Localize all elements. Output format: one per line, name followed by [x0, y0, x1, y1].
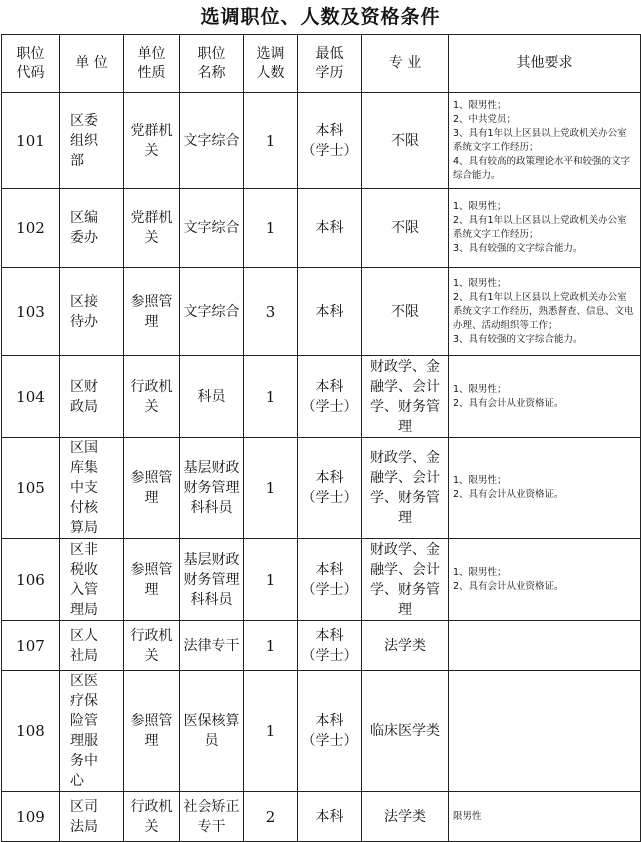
major-requirement: 财政学、金融学、会计学、财务管理 [370, 450, 440, 526]
position-code: 108 [16, 722, 45, 740]
position-code: 107 [16, 636, 45, 655]
major-requirement-cell [362, 93, 449, 189]
position-name-cell [180, 621, 244, 671]
unit-nature: 行政机关 [130, 627, 173, 664]
position-count-cell [244, 93, 298, 189]
major-requirement: 不限 [391, 303, 419, 320]
position-name: 文字综合 [183, 303, 240, 320]
position-code-cell [2, 621, 60, 671]
unit-name: 区接待办 [70, 293, 98, 330]
unit-name: 区非税收入管理局 [70, 541, 98, 618]
other-requirements-cell [449, 621, 641, 671]
major-requirement-cell [362, 671, 449, 792]
header-major: 专 业 [362, 35, 449, 93]
table-row [2, 539, 641, 621]
header-count: 选调 人数 [244, 35, 298, 93]
minimum-education-cell [298, 671, 362, 792]
position-count: 1 [265, 131, 276, 150]
position-code: 104 [16, 387, 45, 406]
minimum-education: 本科 [315, 220, 344, 236]
table-row [2, 93, 641, 189]
position-name-cell [180, 792, 244, 842]
unit-name-cell [60, 792, 124, 842]
unit-nature: 参照管理 [130, 293, 173, 330]
unit-nature-cell [124, 792, 180, 842]
unit-nature: 党群机关 [130, 122, 173, 159]
unit-name-cell [60, 539, 124, 621]
major-requirement-cell [362, 621, 449, 671]
document-title: 选调职位、人数及资格条件 [200, 6, 441, 28]
requirement-item: 2、具有会计从业资格证。 [453, 489, 564, 500]
major-requirement-cell [362, 539, 449, 621]
unit-name: 区财政局 [70, 378, 98, 415]
position-count-cell [244, 189, 298, 268]
requirement-item: 1、限男性； [453, 277, 507, 289]
position-name-cell [180, 438, 244, 539]
position-name: 文字综合 [183, 220, 240, 236]
requirement-item: 1、限男性； [453, 99, 507, 111]
requirement-item: 限男性 [453, 810, 482, 822]
minimum-education: 本科 （学士） [301, 561, 358, 598]
position-count-cell [244, 792, 298, 842]
position-code-cell [2, 189, 60, 268]
position-count: 1 [265, 636, 276, 655]
minimum-education-cell [298, 356, 362, 438]
major-requirement: 财政学、金融学、会计学、财务管理 [370, 358, 440, 435]
position-count: 1 [265, 570, 276, 589]
other-requirements-cell [449, 356, 641, 438]
major-requirement-cell [362, 189, 449, 268]
requirement-item: 3、具有较强的文字综合能力。 [453, 243, 583, 254]
position-name: 医保核算员 [183, 713, 240, 749]
major-requirement-cell [362, 792, 449, 842]
minimum-education-cell [298, 438, 362, 539]
minimum-education: 本科 [315, 303, 344, 320]
position-code-cell [2, 671, 60, 792]
position-code-cell [2, 356, 60, 438]
requirement-item: 2、具有会计从业资格证。 [453, 397, 564, 409]
other-requirements-cell [449, 671, 641, 792]
unit-nature-cell [124, 621, 180, 671]
position-code: 109 [16, 807, 45, 826]
unit-name: 区编委办 [70, 210, 98, 246]
unit-nature-cell [124, 539, 180, 621]
table-row [2, 792, 641, 842]
table-row [2, 621, 641, 671]
unit-nature-cell [124, 671, 180, 792]
header-code: 职位 代码 [2, 35, 60, 93]
major-requirement: 不限 [391, 132, 419, 149]
position-code-cell [2, 93, 60, 189]
position-name-cell [180, 671, 244, 792]
header-unit: 单 位 [60, 35, 124, 93]
major-requirement: 财政学、金融学、会计学、财务管理 [370, 541, 440, 618]
position-code-cell [2, 539, 60, 621]
header-education: 最低 学历 [298, 35, 362, 93]
unit-nature-cell [124, 189, 180, 268]
position-name-cell [180, 189, 244, 268]
header-nature: 单位 性质 [124, 35, 180, 93]
position-count-cell [244, 356, 298, 438]
requirement-item: 2、具有1年以上区县以上党政机关办公室系统文字工作经历； [453, 215, 627, 240]
position-code: 101 [16, 131, 45, 150]
position-count-cell [244, 621, 298, 671]
requirement-item: 2、具有1年以上区县以上党政机关办公室系统文字工作经历，熟悉督查、信息、文电办理、活动组织等工作； [453, 291, 634, 331]
position-count: 1 [265, 387, 276, 406]
position-code: 105 [16, 479, 45, 497]
table-row [2, 438, 641, 539]
unit-name: 区医疗保险管理服务中心 [70, 673, 98, 789]
position-name-cell [180, 539, 244, 621]
minimum-education-cell [298, 93, 362, 189]
position-count: 2 [265, 807, 276, 826]
position-count: 3 [265, 302, 276, 321]
header-position: 职位 名称 [180, 35, 244, 93]
minimum-education: 本科 （学士） [301, 378, 358, 415]
table-row [2, 356, 641, 438]
position-name: 文字综合 [183, 132, 240, 149]
unit-name: 区国库集中支付核算局 [70, 440, 98, 536]
header-requirements: 其他要求 [449, 35, 641, 93]
unit-name-cell [60, 356, 124, 438]
positions-table [1, 34, 641, 842]
minimum-education: 本科 [315, 808, 344, 825]
table-row [2, 268, 641, 356]
other-requirements-cell [449, 792, 641, 842]
major-requirement: 法学类 [384, 637, 426, 654]
position-count: 1 [265, 722, 276, 740]
position-name-cell [180, 268, 244, 356]
requirement-item: 1、限男性； [453, 475, 507, 486]
requirement-item: 3、具有1年以上区县以上党政机关办公室系统文字工作经历； [453, 127, 627, 153]
position-code: 106 [16, 570, 45, 589]
position-code-cell [2, 438, 60, 539]
minimum-education-cell [298, 621, 362, 671]
minimum-education: 本科 （学士） [301, 713, 358, 749]
position-count-cell [244, 268, 298, 356]
unit-nature: 行政机关 [130, 378, 173, 415]
unit-name-cell [60, 268, 124, 356]
minimum-education-cell [298, 539, 362, 621]
position-code-cell [2, 268, 60, 356]
position-code: 103 [16, 302, 45, 321]
other-requirements-cell [449, 93, 641, 189]
unit-name: 区委组织部 [70, 112, 98, 169]
minimum-education-cell [298, 189, 362, 268]
requirement-item: 2、中共党员； [453, 113, 517, 125]
requirement-item: 1、限男性； [453, 383, 507, 395]
position-code: 102 [16, 219, 45, 237]
unit-nature: 参照管理 [130, 561, 173, 598]
unit-nature-cell [124, 268, 180, 356]
position-name: 法律专干 [183, 637, 240, 654]
requirement-item: 3、具有较强的文字综合能力。 [453, 333, 583, 345]
major-requirement-cell [362, 438, 449, 539]
position-name: 社会矫正专干 [183, 798, 240, 835]
header-row [2, 35, 641, 93]
major-requirement: 不限 [391, 220, 419, 236]
other-requirements-cell [449, 539, 641, 621]
minimum-education-cell [298, 792, 362, 842]
unit-nature: 行政机关 [130, 798, 173, 835]
unit-nature-cell [124, 93, 180, 189]
minimum-education-cell [298, 268, 362, 356]
unit-nature: 党群机关 [130, 210, 173, 246]
minimum-education: 本科 （学士） [301, 627, 358, 664]
position-name: 科员 [197, 388, 226, 405]
major-requirement-cell [362, 268, 449, 356]
position-name: 基层财政财务管理科科员 [183, 460, 240, 516]
minimum-education: 本科 （学士） [301, 470, 358, 506]
requirement-item: 4、具有较高的政策理论水平和较强的文字综合能力。 [453, 155, 631, 181]
unit-nature-cell [124, 356, 180, 438]
requirement-item: 1、限男性； [453, 201, 507, 212]
major-requirement: 法学类 [384, 808, 426, 825]
unit-nature-cell [124, 438, 180, 539]
requirement-item: 2、具有会计从业资格证。 [453, 580, 564, 592]
position-count: 1 [265, 479, 276, 497]
unit-nature: 参照管理 [130, 713, 173, 749]
position-count: 1 [265, 219, 276, 237]
unit-name-cell [60, 438, 124, 539]
position-name: 基层财政财务管理科科员 [183, 551, 240, 608]
table-row [2, 189, 641, 268]
position-count-cell [244, 438, 298, 539]
major-requirement: 临床医学类 [370, 723, 440, 739]
position-code-cell [2, 792, 60, 842]
requirement-item: 1、限男性； [453, 566, 507, 578]
unit-name-cell [60, 671, 124, 792]
unit-nature: 参照管理 [130, 470, 173, 506]
unit-name-cell [60, 621, 124, 671]
other-requirements-cell [449, 268, 641, 356]
position-name-cell [180, 93, 244, 189]
position-count-cell [244, 671, 298, 792]
position-name-cell [180, 356, 244, 438]
minimum-education: 本科 （学士） [301, 122, 358, 159]
other-requirements-cell [449, 189, 641, 268]
major-requirement-cell [362, 356, 449, 438]
unit-name: 区人社局 [70, 627, 98, 664]
position-count-cell [244, 539, 298, 621]
unit-name-cell [60, 189, 124, 268]
table-row [2, 671, 641, 792]
unit-name: 区司法局 [70, 798, 98, 835]
unit-name-cell [60, 93, 124, 189]
other-requirements-cell [449, 438, 641, 539]
